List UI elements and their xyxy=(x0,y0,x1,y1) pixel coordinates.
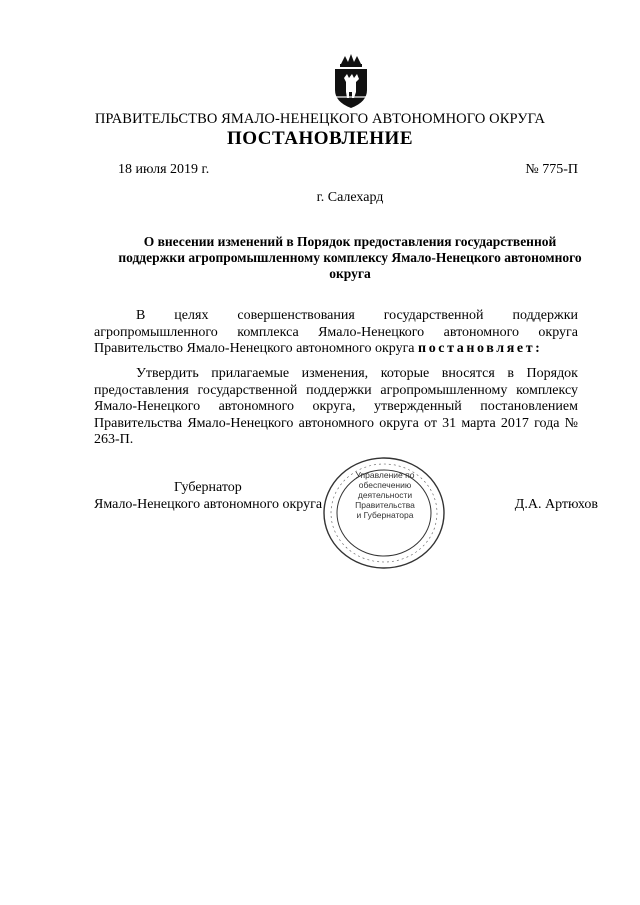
preamble-paragraph xyxy=(94,308,578,358)
stamp-line: Управление по xyxy=(355,470,415,480)
stamp-line: Правительства xyxy=(355,500,415,510)
document-city: г. Салехард xyxy=(316,190,384,205)
preamble-text: В целях совершенствования государственной поддержки агропромышленного комплекса Ямало-Ненецкого автономного округа Правительство Ямало-Ненецкого автономного округа xyxy=(94,308,578,356)
document-type: ПОСТАНОВЛЕНИЕ xyxy=(226,128,414,149)
resolution-text: Утвердить прилагаемые изменения, которые вносятся в Порядок предоставления государственной поддержки агропромышленному комплексу Ямало-Ненецкого автономного округа, утвержденный постановлением Правительства Ямало-Ненецкого автономного округа от 31 марта 2017 года № 263-П. xyxy=(94,366,578,447)
stamp-line: деятельности xyxy=(357,490,413,500)
stamp-line: обеспечению xyxy=(358,480,412,490)
signatory-name: Д.А. Артюхов xyxy=(514,497,598,512)
stamp-text xyxy=(340,470,430,520)
signatory-organization: Ямало-Ненецкого автономного округа xyxy=(94,497,323,512)
coat-of-arms-icon xyxy=(327,52,375,110)
organization-name: ПРАВИТЕЛЬСТВО ЯМАЛО-НЕНЕЦКОГО АВТОНОМНОГО ОКРУГА xyxy=(94,111,546,127)
document-title: О внесении изменений в Порядок предоставления государственной поддержки агропромышленному комплексу Ямало-Ненецкого автономного округа xyxy=(118,234,582,281)
resolution-paragraph xyxy=(94,366,578,449)
stamp-line: и Губернатора xyxy=(356,510,414,520)
document-number: № 775-П xyxy=(525,162,578,177)
document-date: 18 июля 2019 г. xyxy=(118,162,210,177)
signatory-title: Губернатор xyxy=(174,480,242,495)
resolves-keyword: постановляет: xyxy=(418,341,543,356)
